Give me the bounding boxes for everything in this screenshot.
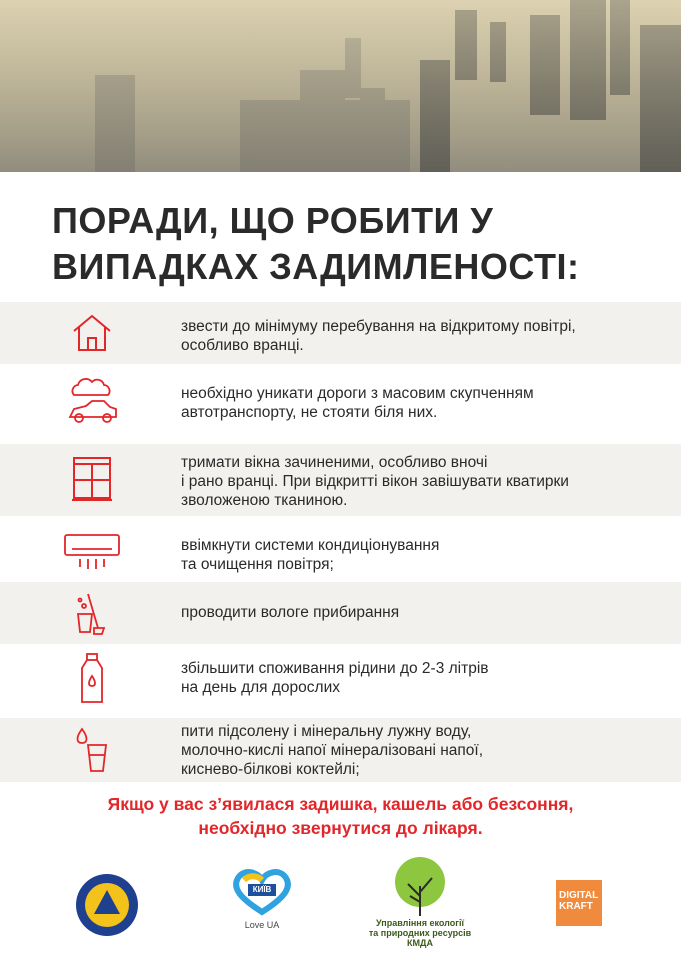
ecology-caption-3: КМДА (407, 938, 433, 948)
ecology-caption-2: та природних ресурсів (368, 928, 472, 938)
house-icon (62, 308, 122, 358)
tip-text-5: проводити вологе прибирання (181, 604, 400, 621)
ecology-department-logo (368, 856, 472, 948)
tip-row-2 (0, 364, 681, 444)
civil-protection-emblem (74, 872, 140, 943)
tip-text-6: збільшити споживання рідини до 2-3 літрів на день для дорослих (181, 660, 489, 696)
tip-text-2: необхідно уникати дороги з масовим скупченням автотранспорту, не стояти біля них. (181, 385, 534, 421)
tip-row-7 (0, 718, 681, 782)
title-line-1: ПОРАДИ, ЩО РОБИТИ У (52, 200, 494, 241)
water-bottle-icon (62, 654, 122, 704)
tip-text-3: тримати вікна зачиненими, особливо вночі і рано вранці. При відкритті вікон завішувати кватирки зволоженою тканиною. (181, 454, 569, 509)
kyiv-love-ua-logo (230, 866, 294, 930)
car-smog-icon (62, 376, 122, 426)
doctor-warning: Якщо у вас з’явилася задишка, кашель або безсоння, необхідно звернутися до лікаря. (107, 794, 574, 838)
digital-kraft-logo: DIGITAL KRAFT (556, 880, 602, 926)
tip-row-1 (0, 302, 681, 364)
ecology-caption-1: Управління екології (376, 918, 464, 928)
tip-text-1: звести до мінімуму перебування на відкритому повітрі, особливо вранці. (181, 318, 576, 354)
smog-city-photo (0, 0, 681, 172)
mop-bucket-icon (62, 588, 122, 638)
tip-row-3 (0, 444, 681, 516)
kyiv-label: КИЇВ (252, 885, 272, 894)
title-line-2: ВИПАДКАХ ЗАДИМЛЕНОСТІ: (52, 246, 580, 287)
tip-row-4 (0, 516, 681, 582)
water-glass-icon (62, 725, 122, 775)
tip-row-6 (0, 644, 681, 718)
tip-row-5 (0, 582, 681, 644)
tip-text-7: пити підсолену і мінеральну лужну воду, молочно-кислі напої мінералізовані напої, киснево-білкові коктейлі; (181, 723, 484, 778)
love-ua-label: Love UA (244, 920, 280, 930)
window-icon (62, 454, 122, 504)
air-conditioner-icon (62, 526, 122, 576)
page-title (52, 198, 652, 290)
tip-text-4: ввімкнути системи кондиціонування та очищення повітря; (181, 537, 440, 573)
